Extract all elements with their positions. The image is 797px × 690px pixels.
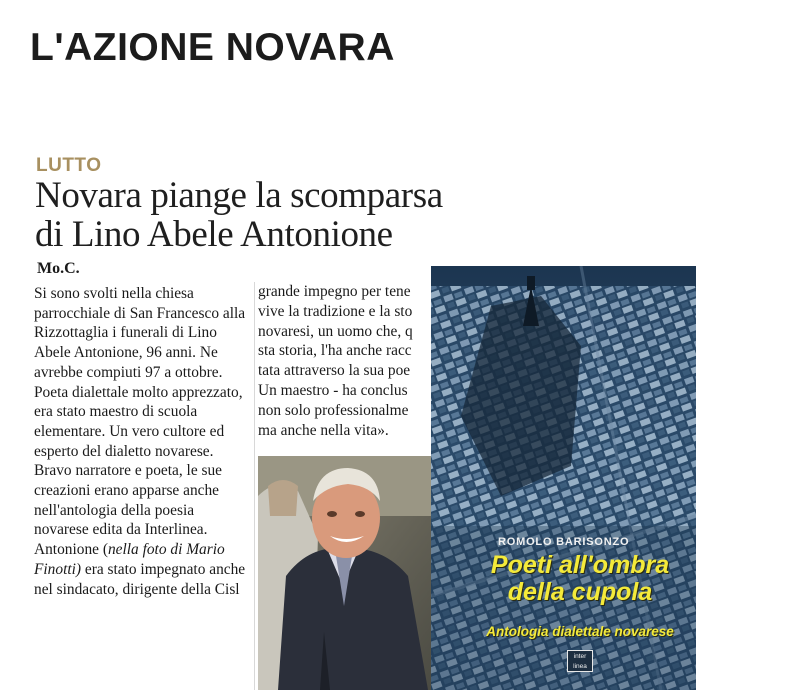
article-headline [35,176,475,254]
book-title-line-2: della cupola [507,578,653,606]
col2-line: tata attraverso la sua poe [258,362,411,380]
publisher-line-1: inter [573,653,587,660]
paragraph-3-tail: era stato impegnato anche nel sindacato, dirigente della Cisl [34,560,246,598]
masthead: L'AZIONE NOVARA [30,26,395,69]
headline-line-1: Novara piange la scomparsa [35,175,443,216]
column-divider [254,282,255,690]
portrait-photo-icon [258,456,434,690]
col2-line: novaresi, un uomo che, q [258,322,413,340]
publisher-line-2: linea [573,663,587,670]
article-column-1 [34,284,250,599]
col2-line: sta storia, l'ha anche racc [258,342,412,360]
col2-line: non solo professionalme [258,401,409,419]
col2-line: ma anche nella vita». [258,421,389,439]
paragraph-2: Poeta dialettale molto apprezzato, era stato maestro di scuola elementare. Un vero cultore ed esperto del dialetto novarese. [34,383,243,460]
col2-line: grande impegno per tene [258,283,411,300]
article-column-2 [258,282,438,447]
headline-line-2: di Lino Abele Antonione [35,214,393,255]
photo-credit: nella foto di Mario Finotti) [34,541,225,578]
portrait-photo [258,456,434,690]
article-kicker: LUTTO [36,155,102,176]
paren-open: ( [102,541,108,559]
col2-line: Un maestro - ha conclus [258,381,408,399]
book-subtitle: Antologia dialettale novarese [486,624,674,639]
paragraph-3-text: Bravo narratore e poeta, le sue creazioni erano apparse anche nell'antologia della poesia novarese edita da Interlinea. Antonione [34,462,223,559]
book-author: ROMOLO BARISONZO [498,536,630,548]
paragraph-1: Si sono svolti nella chiesa parrocchiale di San Francesco alla Rizzottaglia i funerali di Lino Abele Antonione, 96 anni. Ne avrebbe compiuti 97 a ottobre. [34,285,246,381]
col2-line: vive la tradizione e la sto [258,302,413,320]
publisher-logo [567,650,593,672]
book-title [470,552,690,606]
paragraph-3 [34,461,250,599]
article-byline: Mo.C. [37,260,80,277]
book-title-line-1: Poeti all'ombra [490,551,670,579]
